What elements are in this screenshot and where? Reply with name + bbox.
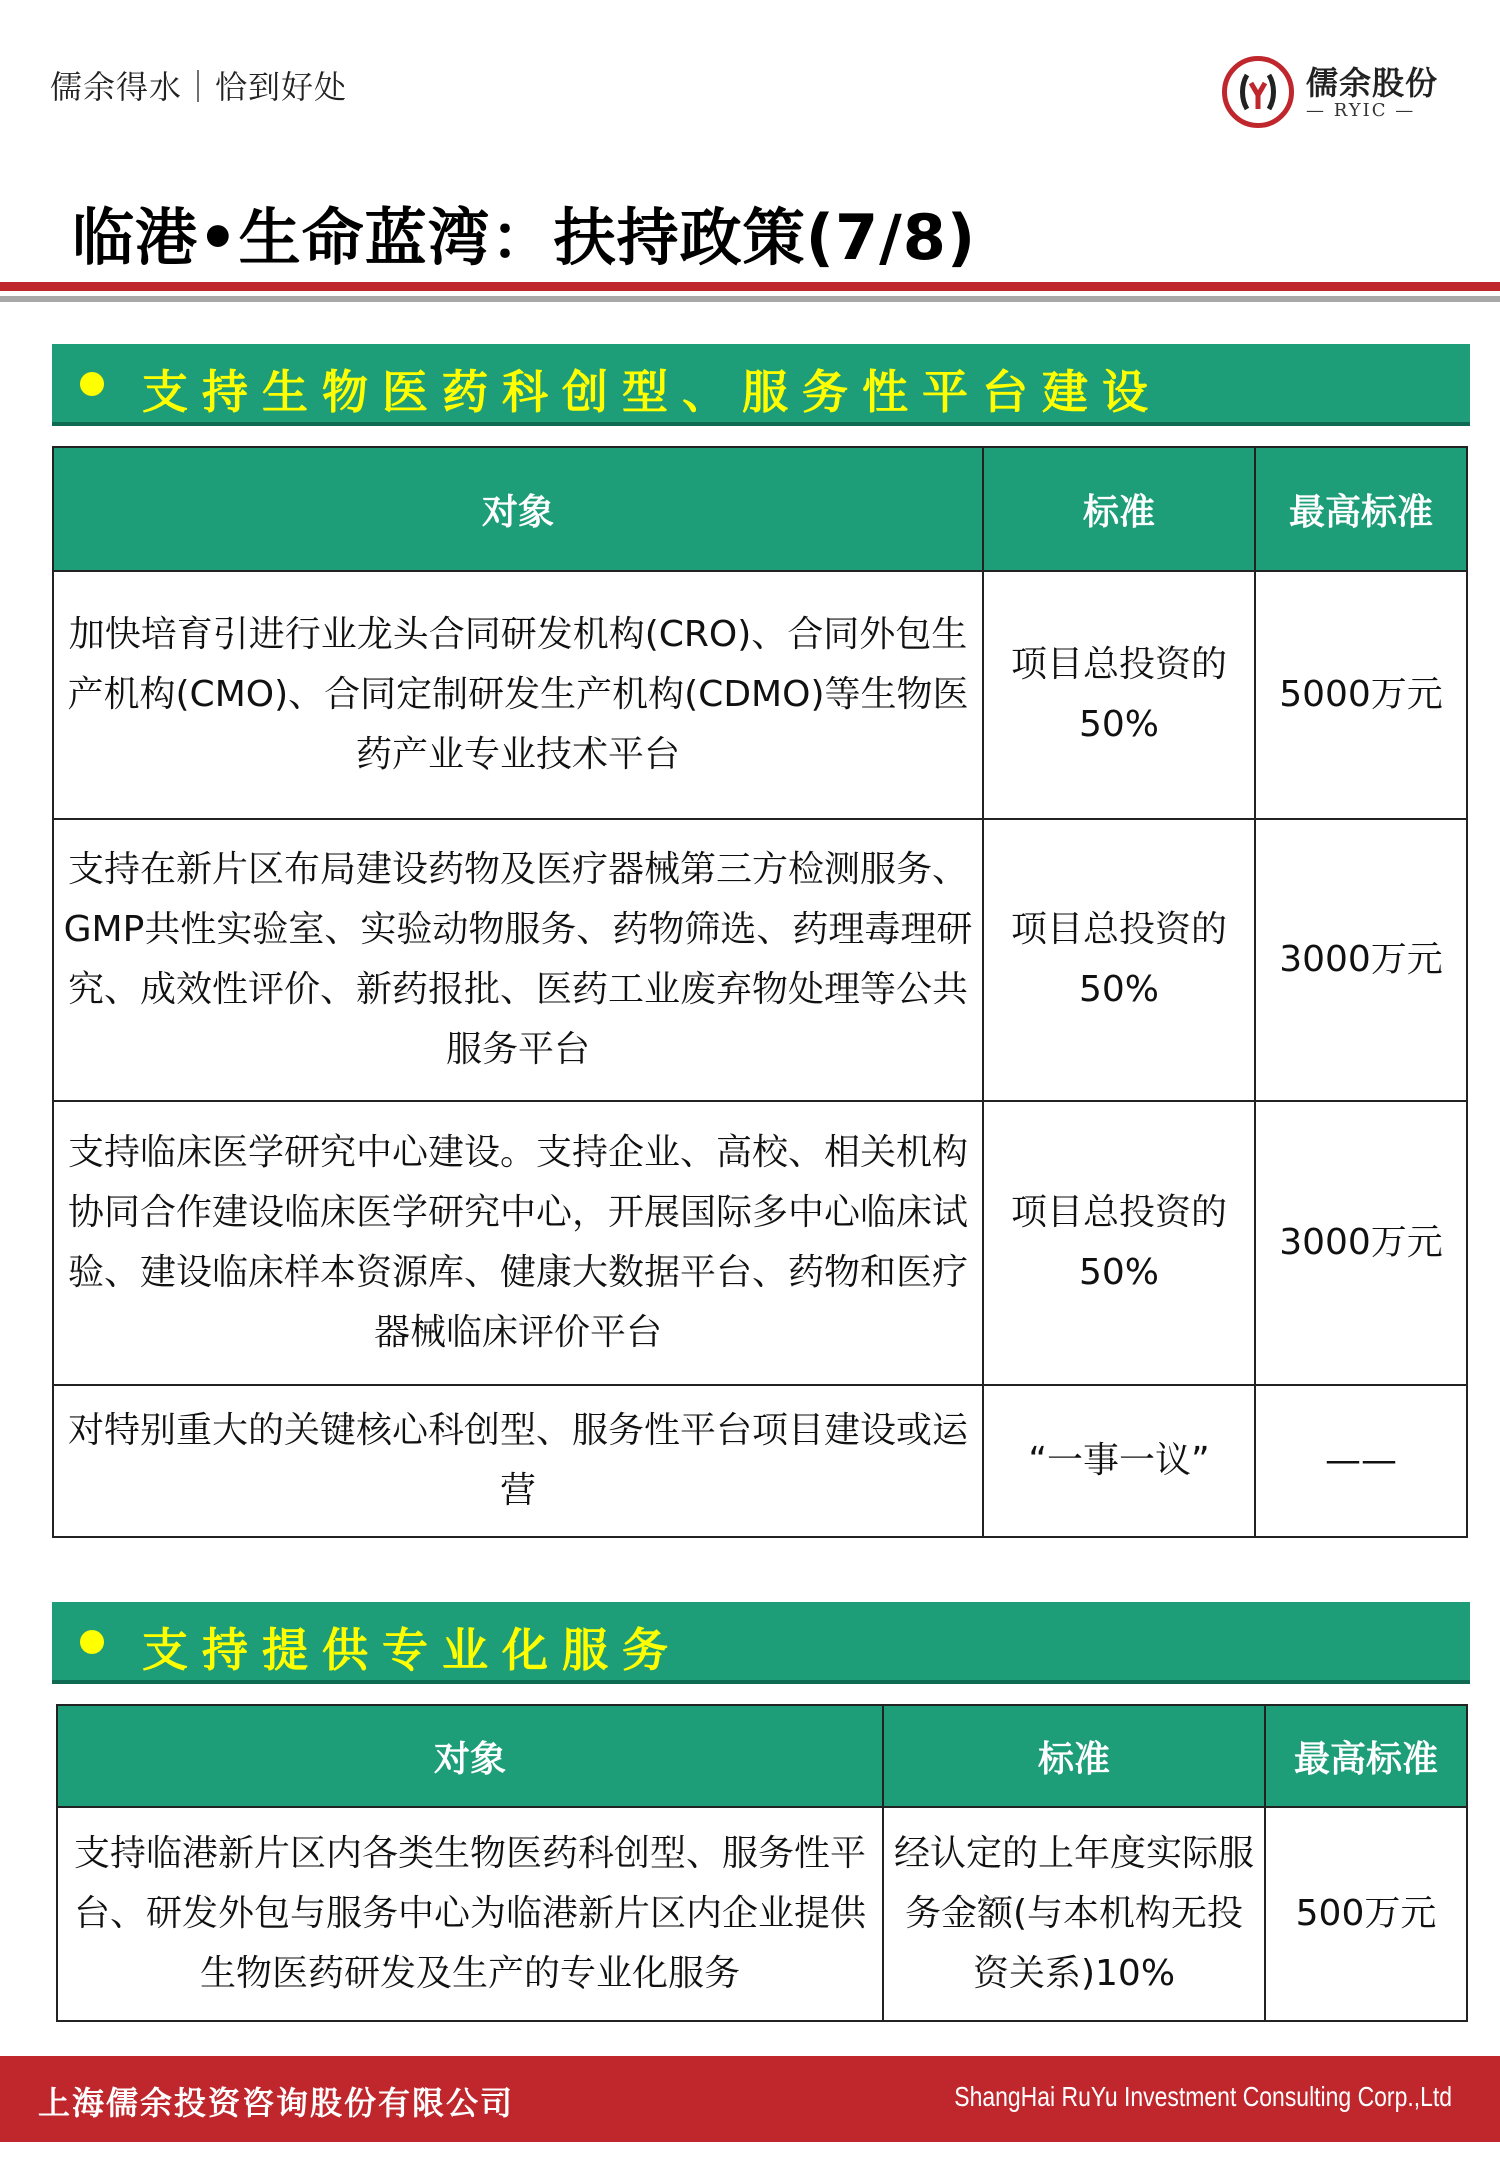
- cell-max: 5000万元: [1255, 571, 1467, 819]
- page-title: 临港•生命蓝湾：扶持政策(7/8): [72, 201, 977, 274]
- footer-company-cn: 上海儒余投资咨询股份有限公司: [38, 2084, 515, 2122]
- cell-max: 3000万元: [1255, 819, 1467, 1101]
- column-header-standard: 标准: [883, 1705, 1265, 1807]
- logo-name: 儒余股份: [1306, 64, 1439, 102]
- section-header-service: [52, 1602, 1470, 1684]
- cell-max: 500万元: [1265, 1807, 1467, 2021]
- column-header-max: 最高标准: [1265, 1705, 1467, 1807]
- bullet-icon: [80, 372, 104, 396]
- table-row: [53, 1385, 1467, 1537]
- company-logo: [1222, 52, 1472, 132]
- logo-emblem-icon: [1222, 56, 1294, 128]
- title-divider-red: [0, 282, 1500, 291]
- cell-max: 3000万元: [1255, 1101, 1467, 1385]
- column-header-target: 对象: [57, 1705, 883, 1807]
- cell-target: 对特别重大的关键核心科创型、服务性平台项目建设或运营: [53, 1385, 983, 1537]
- cell-target: 加快培育引进行业龙头合同研发机构(CRO)、合同外包生产机构(CMO)、合同定制研发生产机构(CDMO)等生物医药产业专业技术平台: [53, 571, 983, 819]
- table-row: [53, 571, 1467, 819]
- slogan: 儒余得水｜恰到好处: [50, 68, 348, 106]
- cell-target: 支持临港新片区内各类生物医药科创型、服务性平台、研发外包与服务中心为临港新片区内企业提供生物医药研发及生产的专业化服务: [57, 1807, 883, 2021]
- column-header-target: 对象: [53, 447, 983, 571]
- cell-max: ——: [1255, 1385, 1467, 1537]
- table-row: [53, 1101, 1467, 1385]
- footer-company-en: ShangHai RuYu Investment Consulting Corp.,Ltd: [954, 2081, 1452, 2112]
- cell-standard: 项目总投资的50%: [983, 1101, 1255, 1385]
- policy-table-service: [56, 1704, 1468, 2022]
- table-row: [57, 1807, 1467, 2021]
- section-header-platform: [52, 344, 1470, 426]
- section-title: 支持生物医药科创型、服务性平台建设: [142, 365, 1162, 419]
- bullet-icon: [80, 1630, 104, 1654]
- policy-table-platform: [52, 446, 1468, 1538]
- cell-target: 支持临床医学研究中心建设。支持企业、高校、相关机构协同合作建设临床医学研究中心，开展国际多中心临床试验、建设临床样本资源库、健康大数据平台、药物和医疗器械临床评价平台: [53, 1101, 983, 1385]
- title-divider-gray: [0, 296, 1500, 302]
- cell-standard: 项目总投资的50%: [983, 819, 1255, 1101]
- column-header-standard: 标准: [983, 447, 1255, 571]
- cell-standard: 项目总投资的50%: [983, 571, 1255, 819]
- table-header-row: [53, 447, 1467, 571]
- cell-target: 支持在新片区布局建设药物及医疗器械第三方检测服务、GMP共性实验室、实验动物服务、药物筛选、药理毒理研究、成效性评价、新药报批、医药工业废弃物处理等公共服务平台: [53, 819, 983, 1101]
- footer-bar: [0, 2056, 1500, 2142]
- logo-subtitle: — RYIC —: [1306, 100, 1416, 121]
- section-title: 支持提供专业化服务: [142, 1623, 682, 1677]
- cell-standard: 经认定的上年度实际服务金额(与本机构无投资关系)10%: [883, 1807, 1265, 2021]
- column-header-max: 最高标准: [1255, 447, 1467, 571]
- table-row: [53, 819, 1467, 1101]
- table-header-row: [57, 1705, 1467, 1807]
- cell-standard: “一事一议”: [983, 1385, 1255, 1537]
